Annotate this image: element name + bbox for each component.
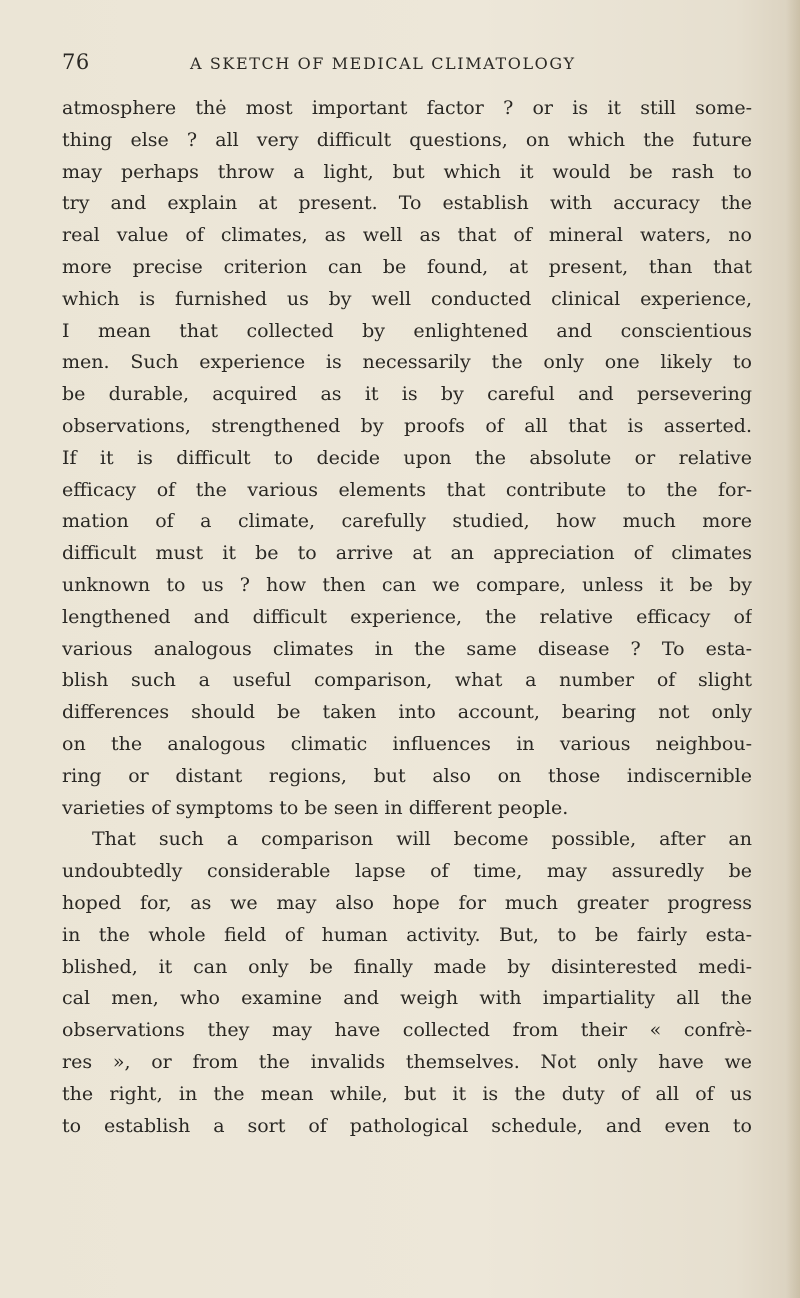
text-line: mation of a climate, carefully studied, how much more [62,510,752,533]
text-line: unknown to us ? how then can we compare, unless it be by [62,573,752,596]
text-line: try and explain at present. To establish with accuracy the [62,192,752,215]
text-line: men. Such experience is necessarily the only one likely to [62,351,752,374]
page-number: 76 [62,50,90,74]
text-line: the right, in the mean while, but it is the duty of all of us [62,1082,752,1105]
text-line: efficacy of the various elements that contribute to the for- [62,478,752,501]
text-line: difficult must it be to arrive at an appreciation of climates [62,542,752,565]
text-line: undoubtedly considerable lapse of time, may assuredly be [62,860,752,883]
text-line: be durable, acquired as it is by careful and persevering [62,383,752,406]
text-line: That such a comparison will become possible, after an [92,828,752,851]
text-line: on the analogous climatic influences in various neighbou- [62,732,752,755]
text-line: more precise criterion can be found, at present, than that [62,255,752,278]
text-line: blish such a useful comparison, what a number of slight [62,669,752,692]
text-line: which is furnished us by well conducted clinical experience, [62,287,752,310]
text-line: ring or distant regions, but also on those indiscernible [62,764,752,787]
text-line: res », or from the invalids themselves. Not only have we [62,1050,752,1073]
text-line: observations, strengthened by proofs of all that is asserted. [62,414,752,437]
text-line: blished, it can only be finally made by disinterested medi- [62,955,752,978]
body-text [62,93,752,1142]
text-line: I mean that collected by enlightened and conscientious [62,319,752,342]
text-line: If it is difficult to decide upon the absolute or relative [62,446,752,469]
text-line: real value of climates, as well as that of mineral waters, no [62,224,752,247]
text-line: observations they may have collected from their « confrè- [62,1019,752,1042]
text-line: hoped for, as we may also hope for much greater progress [62,891,752,914]
running-title: A SKETCH OF MEDICAL CLIMATOLOGY [190,54,576,73]
text-line: atmosphere thė most important factor ? or is it still some- [62,97,752,119]
text-line: thing else ? all very difficult questions, on which the future [62,128,752,151]
text-line: differences should be taken into account, bearing not only [62,701,752,724]
text-line: varieties of symptoms to be seen in different people. [62,796,569,819]
text-line: to establish a sort of pathological schedule, and even to [62,1114,752,1137]
text-line: lengthened and difficult experience, the relative efficacy of [62,605,752,628]
text-line: in the whole field of human activity. But, to be fairly esta- [62,923,752,946]
page-edge-shadow [786,0,800,1298]
text-line: various analogous climates in the same disease ? To esta- [62,637,752,660]
text-line: cal men, who examine and weigh with impartiality all the [62,987,752,1010]
text-line: may perhaps throw a light, but which it would be rash to [62,160,752,183]
running-head [62,50,752,80]
